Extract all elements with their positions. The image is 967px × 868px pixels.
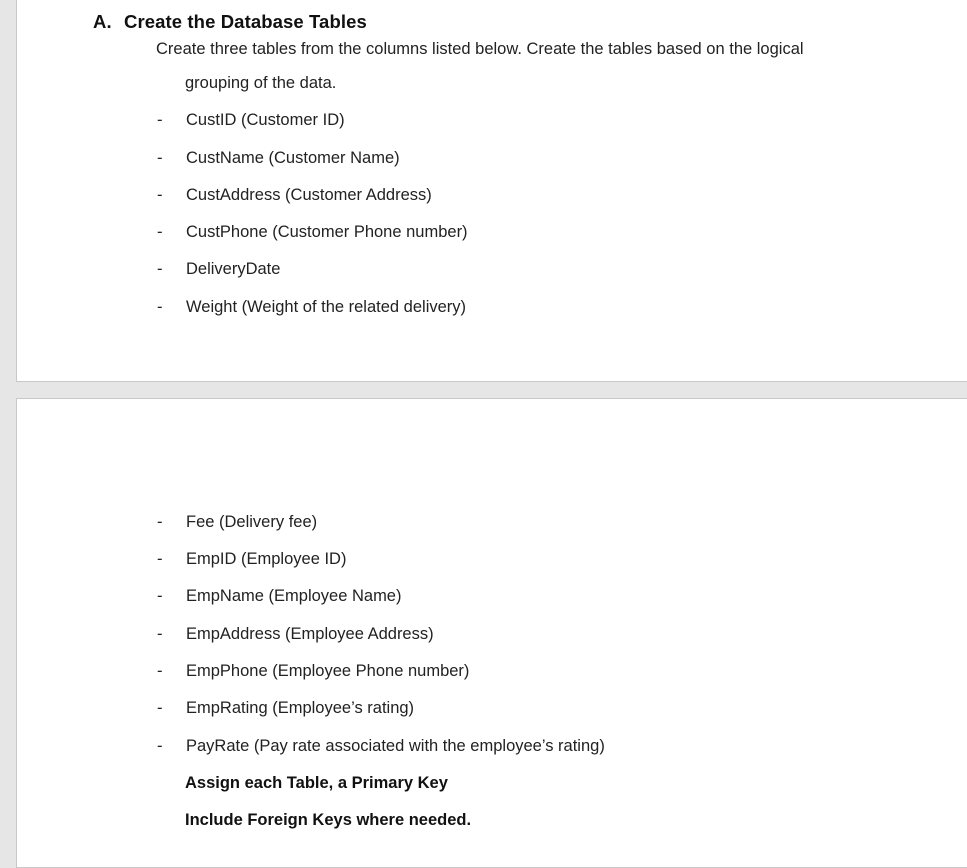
intro-line-2: grouping of the data. [185,74,337,92]
bullet-marker: - [157,260,163,278]
list-item-text: CustID (Customer ID) [186,111,345,129]
intro-line-1: Create three tables from the columns listed below. Create the tables based on the logical [156,40,804,58]
primary-key-instruction: Assign each Table, a Primary Key [185,774,448,792]
bullet-marker: - [157,149,163,167]
list-item-text: EmpID (Employee ID) [186,550,347,568]
bullet-marker: - [157,737,163,755]
bullet-marker: - [157,699,163,717]
section-title: Create the Database Tables [124,11,367,32]
bullet-marker: - [157,625,163,643]
section-number: A. [93,11,112,32]
list-item-text: EmpRating (Employee’s rating) [186,699,415,717]
bullet-marker: - [157,186,163,204]
bullet-marker: - [157,550,163,568]
section-heading [93,11,367,33]
bullet-marker: - [157,298,163,316]
foreign-key-instruction: Include Foreign Keys where needed. [185,811,472,829]
bullet-marker: - [157,513,163,531]
list-item-text: Weight (Weight of the related delivery) [186,298,467,316]
bullet-marker: - [157,587,163,605]
list-item-text: CustPhone (Customer Phone number) [186,223,468,241]
list-item-text: EmpPhone (Employee Phone number) [186,662,470,680]
list-item-text: EmpAddress (Employee Address) [186,625,434,643]
list-item-text: CustName (Customer Name) [186,149,400,167]
list-item-text: Fee (Delivery fee) [186,513,318,531]
list-item-text: PayRate (Pay rate associated with the employee’s rating) [186,737,605,755]
list-item-text: CustAddress (Customer Address) [186,186,432,204]
bullet-marker: - [157,662,163,680]
list-item-text: EmpName (Employee Name) [186,587,402,605]
list-item-text: DeliveryDate [186,260,281,278]
bullet-marker: - [157,223,163,241]
bullet-marker: - [157,111,163,129]
